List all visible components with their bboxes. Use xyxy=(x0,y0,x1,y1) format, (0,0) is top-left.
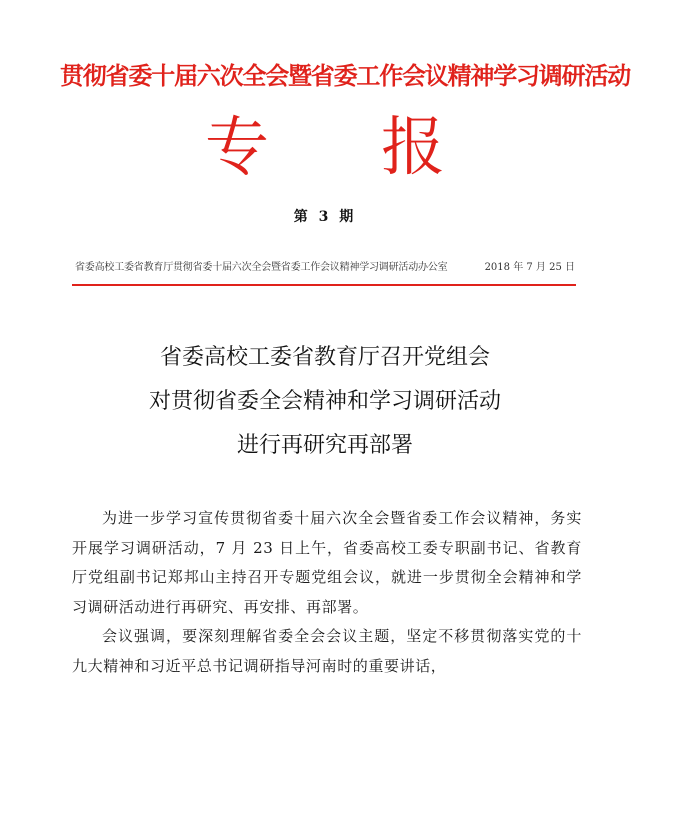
report-title-char-1: 专 xyxy=(205,111,269,185)
issue-number: 第 3 期 xyxy=(293,209,357,225)
article-title xyxy=(60,336,590,468)
issue-date: 2018 年 7 月 25 日 xyxy=(484,262,575,273)
issuer-organization: 省委高校工委省教育厅贯彻省委十届六次全会暨省委工作会议精神学习调研活动办公室 xyxy=(75,262,448,273)
report-title xyxy=(205,110,445,186)
red-divider xyxy=(72,284,576,286)
article-title-line-3: 进行再研究再部署 xyxy=(236,433,413,458)
article-body xyxy=(72,504,582,681)
paragraph-2: 会议强调，要深刻理解省委全会会议主题，坚定不移贯彻落实党的十九大精神和习近平总书记调研指导河南时的重要讲话， xyxy=(72,627,582,675)
article-title-line-2: 对贯彻省委全会精神和学习调研活动 xyxy=(148,389,501,414)
article-title-line-1: 省委高校工委省教育厅召开党组会 xyxy=(159,345,490,370)
report-title-char-2: 报 xyxy=(381,111,445,185)
report-banner: 贯彻省委十届六次全会暨省委工作会议精神学习调研活动 xyxy=(60,62,630,90)
paragraph-1: 为进一步学习宣传贯彻省委十届六次全会暨省委工作会议精神，务实开展学习调研活动，7 月 23 日上午，省委高校工委专职副书记、省教育厅党组副书记郑邦山主持召开专题党组会议，就进一步贯彻全会精神和学习调研活动进行再研究、再安排、再部署。 xyxy=(72,509,582,616)
issuer-row xyxy=(75,258,575,273)
